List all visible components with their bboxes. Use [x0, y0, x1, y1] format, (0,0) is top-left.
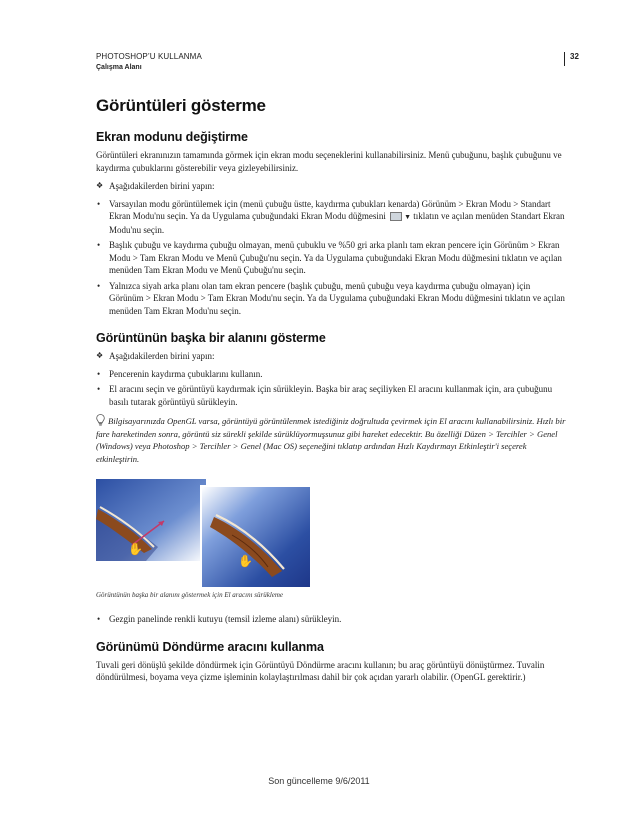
section-heading: Ekran modunu değiştirme [96, 130, 248, 144]
step-instruction: ❖ Aşağıdakilerden birini yapın: [96, 181, 215, 191]
list-item: • Yalnızca siyah arka planı olan tam ekran pencere (başlık çubuğu, menü çubuğu veya kaydırma çubuğu olmayan) için Görünüm > Ekran Modu > Tam Ekran Modu'nu seçin. Ya da Uygulama çubuğundaki Ekran Modu düğmesini tıklatın ve açılan menüden Tam Ekran Modu'nu seçin. [97, 280, 565, 316]
section-heading: Görüntünün başka bir alanını gösterme [96, 331, 326, 345]
list-item: • Pencerenin kaydırma çubuklarını kullanın. [97, 368, 263, 379]
section-screen-mode [96, 130, 566, 317]
boat-image-before [96, 479, 206, 561]
bullet-icon: • [97, 384, 101, 394]
header-subtitle: Çalışma Alanı [96, 64, 142, 71]
screen-mode-icon [390, 212, 402, 221]
lightbulb-icon [96, 414, 108, 428]
running-header [96, 52, 586, 71]
section-heading: Görünümü Döndürme aracını kullanma [96, 639, 324, 654]
list-item: • Varsayılan modu görüntülemek için (menü çubuğu üstte, kaydırma çubukları kenarda) Görünüm > Ekran Modu > Standart Ekran Modu'nu seçin. Ya da Uygulama çubuğundaki Ekran Modu düğmesini ▼ tıklatın ve açılan menüden Standart Ekran Modu'nu seçin. [97, 198, 565, 235]
bullet-icon: • [97, 280, 101, 291]
header-title: PHOTOSHOP’U KULLANMA [96, 52, 202, 61]
diamond-bullet-icon: ❖ [96, 351, 104, 360]
bullet-icon: • [97, 240, 101, 250]
bullet-list [96, 368, 566, 409]
bullet-list [96, 613, 566, 626]
list-item: • Gezgin panelinde renkli kutuyu (temsil izleme alanı) sürükleyin. [97, 614, 342, 624]
figure-caption: Görüntünün başka bir alanını göstermek için El aracını sürükleme [96, 591, 284, 599]
hand-tool-figure [96, 479, 311, 587]
step-instruction: ❖ Aşağıdakilerden birini yapın: [96, 351, 215, 361]
tip-note: Bilgisayarınızda OpenGL varsa, görüntüyü görüntülenmek istediğiniz doğrultuda çevirmek için El aracını kullanabilirsiniz. Hızlı bir fare hareketinden sonra, görüntü siz sürekli şekilde sürüklüyormuşsunuz gibi hareket edecektir. Bu özelliği Düzen > Tercihler > Genel (Windows) veya Photoshop > Tercihler > Genel (Mac OS) seçeneğini tıklatıp ardından Hızlı Kaydırmayı Etkinleştir'i seçerek etkinleştirin. [96, 416, 566, 464]
section-intro: Görüntüleri ekranınızın tamamında görmek için ekran modu seçeneklerini kullanabilirsiniz. Menü çubuğunu, başlık çubuğunu ve kaydırma çubuklarını gösterebilir veya gizleyebilirsiniz. [96, 150, 562, 173]
section-rotate-view [96, 640, 566, 684]
page-content [96, 96, 566, 698]
hand-cursor-icon: ✋ [128, 542, 143, 556]
diamond-bullet-icon: ❖ [96, 181, 104, 190]
page-number: 32 [564, 52, 579, 66]
section-intro: Tuvali geri dönüşlü şekilde döndürmek için Görüntüyü Döndürme aracını kullanın; bu araç görüntüyü dönüştürmez. Tuvalin döndürülmesi, boyama veya çizme işleminin kolaylaştırılması dahil bir çok açıdan yararlı olabilir. (OpenGL gerektirir.) [96, 659, 545, 682]
bullet-list [96, 198, 566, 318]
section-other-area [96, 331, 566, 626]
hand-cursor-icon: ✋ [238, 554, 253, 568]
caret-down-icon: ▼ [404, 213, 412, 221]
list-item: • Başlık çubuğu ve kaydırma çubuğu olmayan, menü çubuklu ve %50 gri arka planlı tam ekran pencere için Görünüm > Ekran Modu > Tam Ekran Modu ve Menü Çubuğu'nu seçin. Ya da Uygulama çubuğundaki Ekran Modu düğmesini tıklatın ve açılan menüden Tam Ekran Modu ve Menü Çubuğu'nu seçin. [97, 240, 562, 275]
list-item: • El aracını seçin ve görüntüyü kaydırmak için sürükleyin. Başka bir araç seçiliyken El aracını kullanmak için, ara çubuğunu basılı tutarak görüntüyü sürükleyin. [97, 384, 553, 407]
bullet-icon: • [97, 368, 101, 379]
boat-image-after [200, 485, 310, 587]
main-title: Görüntüleri gösterme [96, 96, 266, 115]
bullet-icon: • [97, 614, 101, 624]
bullet-icon: • [97, 198, 101, 209]
page-footer: Son güncelleme 9/6/2011 [268, 776, 370, 786]
